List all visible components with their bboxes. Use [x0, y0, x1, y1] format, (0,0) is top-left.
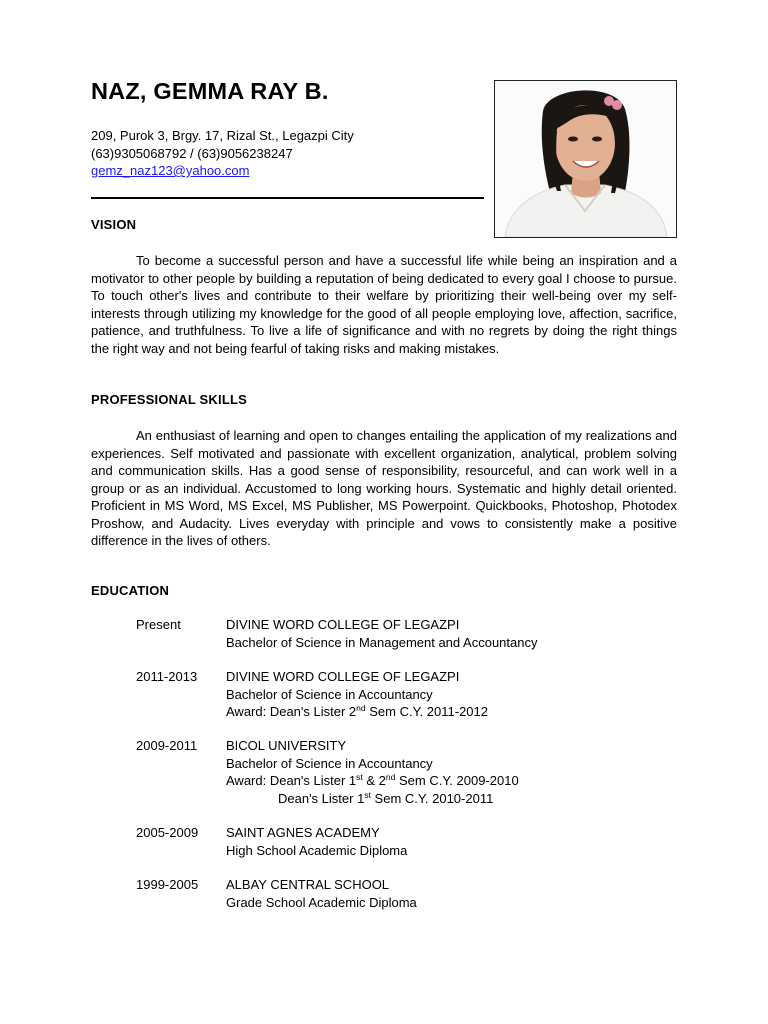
- education-year: Present: [136, 617, 181, 632]
- degree: High School Academic Diploma: [226, 842, 408, 858]
- education-year: 2005-2009: [136, 825, 199, 840]
- degree: Bachelor of Science in Accountancy: [226, 686, 433, 702]
- degree: Grade School Academic Diploma: [226, 894, 417, 910]
- applicant-name: NAZ, GEMMA RAY B.: [91, 78, 329, 104]
- vision-text: To become a successful person and have a successful life while being an inspiration and a motivator to other people by building a reputation of being dedicated to every goal I choose to pursue. To touch other's lives and contribute to their welfare by prioritizing their well-being over my self-interests through utilizing my knowledge for the good of all people employing love, affection, sacrifice, patience, and truthfulness. To live a life of significance and with no regrets by doing the right things the right way and not being fearful of taking risks and making mistakes.: [91, 253, 677, 356]
- skills-heading: PROFESSIONAL SKILLS: [91, 392, 247, 407]
- degree: Bachelor of Science in Management and Accountancy: [226, 634, 538, 650]
- award-line: Dean's Lister 1st Sem C.Y. 2010-2011: [278, 789, 494, 806]
- education-heading: EDUCATION: [91, 583, 170, 598]
- address: 209, Purok 3, Brgy. 17, Rizal St., Legazpi City: [91, 128, 354, 143]
- phone-numbers: (63)9305068792 / (63)9056238247: [91, 145, 293, 161]
- degree: Bachelor of Science in Accountancy: [226, 755, 433, 771]
- header-divider: [91, 197, 484, 199]
- skills-text: An enthusiast of learning and open to changes entailing the application of my realizations and experiences. Self motivated and passionate with excellent organization, analytical, problem solving and communication skills. Has a good sense of responsibility, resourceful, and can work well in a group or as an individual. Accustomed to long working hours. Systematic and highly detail oriented. Proficient in MS Word, MS Excel, MS Publisher, MS Powerpoint. Quickbooks, Photoshop, Photodex Proshow, and Audacity. Lives everyday with principle and vows to consistently make a positive difference in the lives of others.: [91, 428, 677, 548]
- school-name: BICOL UNIVERSITY: [226, 738, 347, 753]
- school-name: ALBAY CENTRAL SCHOOL: [226, 877, 390, 892]
- award-line: Award: Dean's Lister 2nd Sem C.Y. 2011-2012: [226, 703, 488, 719]
- education-year: 1999-2005: [136, 877, 199, 892]
- email-link[interactable]: gemz_naz123@yahoo.com: [91, 163, 250, 178]
- award-line: Award: Dean's Lister 1st & 2nd Sem C.Y. 2009-2010: [226, 772, 519, 788]
- school-name: DIVINE WORD COLLEGE OF LEGAZPI: [226, 617, 460, 632]
- school-name: DIVINE WORD COLLEGE OF LEGAZPI: [226, 669, 460, 684]
- profile-photo: [494, 80, 677, 238]
- portrait-illustration: [495, 81, 676, 237]
- school-name: SAINT AGNES ACADEMY: [226, 825, 380, 840]
- vision-heading: VISION: [91, 217, 137, 232]
- contact-block: [91, 127, 354, 180]
- education-year: 2011-2013: [136, 669, 198, 684]
- education-year: 2009-2011: [136, 738, 198, 753]
